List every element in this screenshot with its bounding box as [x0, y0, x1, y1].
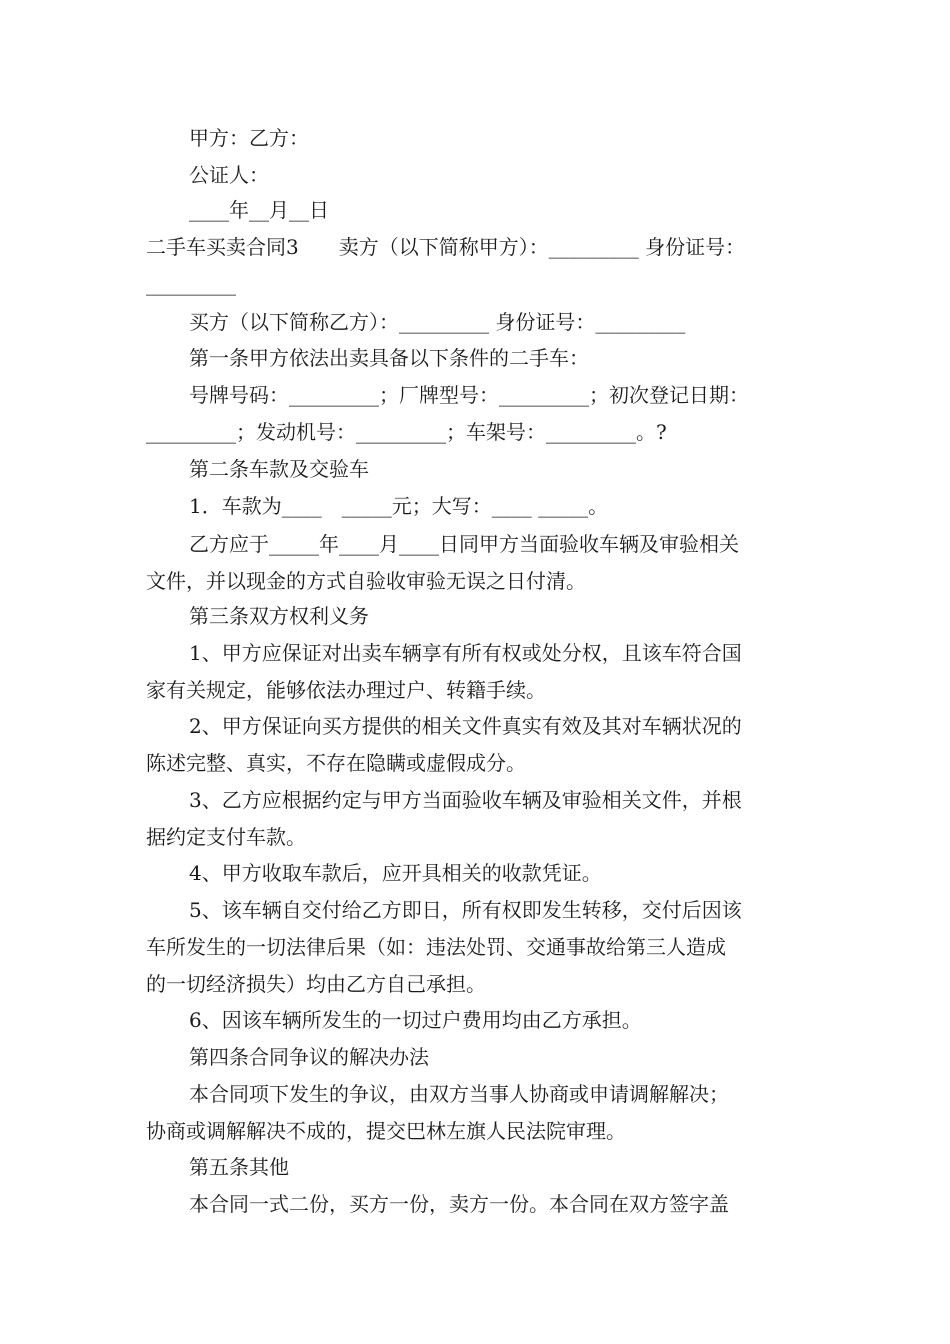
clause-3-3-line-2: 据约定支付车款。	[146, 825, 306, 849]
article-2-heading: 第二条车款及交验车	[189, 457, 369, 481]
clause-3-1-line-1: 1、甲方应保证对出卖车辆享有所有权或处分权，且该车符合国	[189, 641, 742, 665]
clause-3-5-line-1: 5、该车辆自交付给乙方即日，所有权即发生转移，交付后因该	[189, 898, 742, 922]
clause-3-4: 4、甲方收取车款后，应开具相关的收款凭证。	[189, 861, 602, 885]
vehicle-info-line-1: 号牌号码：_________；厂牌型号：_________；初次登记日期：	[189, 383, 749, 407]
date-line: ____年__月__日	[189, 198, 329, 222]
clause-3-2-line-1: 2、甲方保证向买方提供的相关文件真实有效及其对车辆状况的	[189, 714, 742, 738]
article-3-heading: 第三条双方权利义务	[189, 604, 369, 628]
dispute-line-2: 协商或调解解决不成的，提交巴林左旗人民法院审理。	[146, 1119, 626, 1143]
other-line-1: 本合同一式二份，买方一份，卖方一份。本合同在双方签字盖	[189, 1192, 729, 1216]
clause-3-6: 6、因该车辆所发生的一切过户费用均由乙方承担。	[189, 1008, 642, 1032]
inspection-line-1: 乙方应于_____年____月____日同甲方当面验收车辆及审验相关	[189, 532, 739, 556]
dispute-line-1: 本合同项下发生的争议，由双方当事人协商或申请调解解决；	[189, 1082, 729, 1106]
clause-3-3-line-1: 3、乙方应根据约定与甲方当面验收车辆及审验相关文件，并根	[189, 788, 742, 812]
article-5-heading: 第五条其他	[189, 1155, 289, 1179]
price-line: 1．车款为____ _____元；大写：____ _____。	[189, 494, 609, 518]
seller-id-blank: _________	[146, 272, 236, 296]
notary-line: 公证人：	[189, 163, 269, 187]
clause-3-2-line-2: 陈述完整、真实，不存在隐瞒或虚假成分。	[146, 751, 526, 775]
clause-3-1-line-2: 家有关规定，能够依法办理过户、转籍手续。	[146, 678, 546, 702]
buyer-line: 买方（以下简称乙方）：_________ 身份证号：_________	[189, 310, 686, 334]
contract-title-seller-line: 二手车买卖合同3 卖方（以下简称甲方）：_________ 身份证号：	[146, 235, 746, 259]
article-4-heading: 第四条合同争议的解决办法	[189, 1045, 429, 1069]
article-1-heading: 第一条甲方依法出卖具备以下条件的二手车：	[189, 346, 589, 370]
clause-3-5-line-3: 的一切经济损失）均由乙方自己承担。	[146, 972, 486, 996]
vehicle-info-line-2: _________；发动机号：_________；车架号：_________。?	[146, 420, 667, 444]
clause-3-5-line-2: 车所发生的一切法律后果（如：违法处罚、交通事故给第三人造成	[146, 935, 726, 959]
signature-parties: 甲方：乙方：	[189, 126, 309, 150]
inspection-line-2: 文件，并以现金的方式自验收审验无误之日付清。	[146, 569, 586, 593]
